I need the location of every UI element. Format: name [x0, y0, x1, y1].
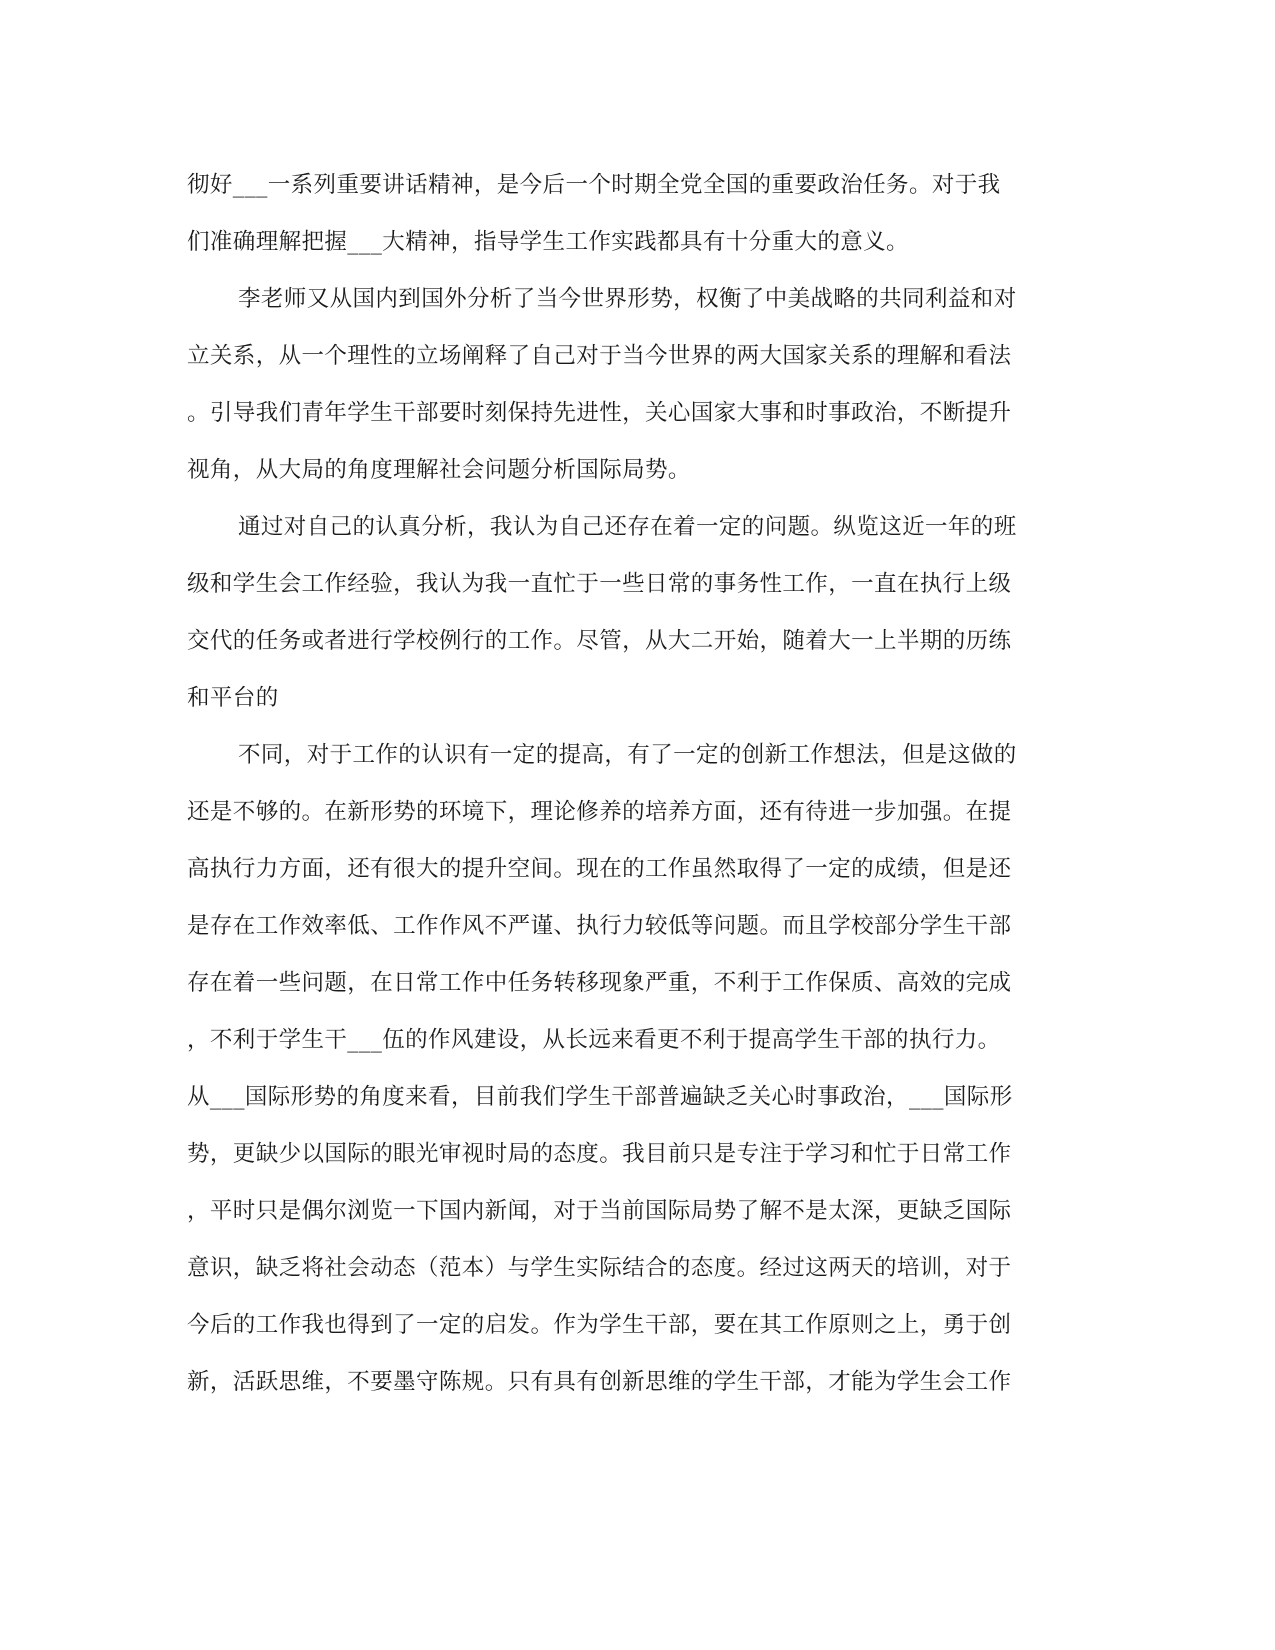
paragraph-start-line: 李老师又从国内到国外分析了当今世界形势，权衡了中美战略的共同利益和对 [238, 286, 1017, 312]
text-line: 今后的工作我也得到了一定的启发。作为学生干部，要在其工作原则之上，勇于创 [187, 1312, 1012, 1338]
text-line: 势，更缺少以国际的眼光审视时局的态度。我目前只是专注于学习和忙于日常工作 [187, 1141, 1012, 1167]
text-line: 高执行力方面，还有很大的提升空间。现在的工作虽然取得了一定的成绩，但是还 [187, 856, 1012, 882]
paragraph-start-line: 不同，对于工作的认识有一定的提高，有了一定的创新工作想法，但是这做的 [238, 742, 1017, 768]
text-line: 意识，缺乏将社会动态（范本）与学生实际结合的态度。经过这两天的培训，对于 [187, 1255, 1012, 1281]
text-line: 彻好___一系列重要讲话精神，是今后一个时期全党全国的重要政治任务。对于我 [187, 172, 1001, 198]
text-line: 和平台的 [187, 685, 279, 711]
text-line: 从___国际形势的角度来看，目前我们学生干部普遍缺乏关心时事政治，___国际形 [187, 1084, 1013, 1110]
text-line: 交代的任务或者进行学校例行的工作。尽管，从大二开始，随着大一上半期的历练 [187, 628, 1012, 654]
text-line: 。引导我们青年学生干部要时刻保持先进性，关心国家大事和时事政治，不断提升 [187, 400, 1012, 426]
text-line: 存在着一些问题，在日常工作中任务转移现象严重，不利于工作保质、高效的完成 [187, 970, 1012, 996]
paragraph-start-line: 通过对自己的认真分析，我认为自己还存在着一定的问题。纵览这近一年的班 [238, 514, 1017, 540]
text-line: 立关系，从一个理性的立场阐释了自己对于当今世界的两大国家关系的理解和看法 [187, 343, 1012, 369]
text-line: 们准确理解把握___大精神，指导学生工作实践都具有十分重大的意义。 [187, 229, 909, 255]
text-line: 视角，从大局的角度理解社会问题分析国际局势。 [187, 457, 691, 483]
text-line: 还是不够的。在新形势的环境下，理论修养的培养方面，还有待进一步加强。在提 [187, 799, 1012, 825]
text-line: 级和学生会工作经验，我认为我一直忙于一些日常的事务性工作，一直在执行上级 [187, 571, 1012, 597]
text-line: ，不利于学生干___伍的作风建设，从长远来看更不利于提高学生干部的执行力。 [187, 1027, 1001, 1053]
text-line: ，平时只是偶尔浏览一下国内新闻，对于当前国际局势了解不是太深，更缺乏国际 [187, 1198, 1012, 1224]
text-line: 是存在工作效率低、工作作风不严谨、执行力较低等问题。而且学校部分学生干部 [187, 913, 1012, 939]
text-line: 新，活跃思维，不要墨守陈规。只有具有创新思维的学生干部，才能为学生会工作 [187, 1369, 1012, 1395]
